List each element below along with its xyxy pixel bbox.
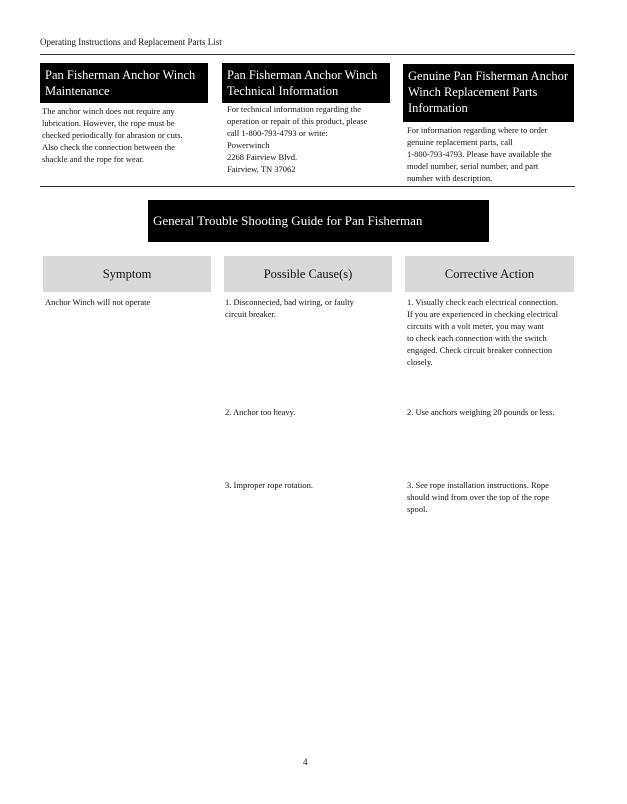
technical-info-body: For technical information regarding the operation or repair of this product, please call 1-800-793-4793 or write: Powerwinch 2268 Fairview Blvd. Fairview, TN 37062 (227, 104, 368, 174)
page-number: 4 (303, 757, 308, 767)
cause-cell: 2. Anchor too heavy. (225, 407, 296, 417)
corrective-action-header: Corrective Action (405, 256, 574, 292)
cause-cell: 3. Improper rope rotation. (225, 480, 314, 490)
replacement-parts-title: Genuine Pan Fisherman Anchor Winch Replacement Parts Information (403, 64, 574, 122)
symptom-header: Symptom (43, 256, 211, 292)
action-cell: 1. Visually check each electrical connection. If you are experienced in checking electrical circuits with a volt meter, you may want to check each connection with the switch engaged. Check circuit breaker connection closely. (407, 297, 559, 367)
maintenance-title: Pan Fisherman Anchor Winch Maintenance (40, 63, 208, 103)
maintenance-body: The anchor winch does not require any lubrication. However, the rope must be checked periodically for abrasion or cuts. Also check the connection between the shackle and the rope for wear. (42, 106, 183, 164)
possible-causes-header: Possible Cause(s) (224, 256, 392, 292)
header-divider (40, 54, 575, 55)
trouble-shooting-guide-title: General Trouble Shooting Guide for Pan Fisherman (148, 200, 489, 242)
technical-info-title: Pan Fisherman Anchor Winch Technical Information (222, 63, 390, 103)
action-cell: 3. See rope installation instructions. Rope should wind from over the top of the rope spool. (407, 480, 550, 514)
symptom-cell: Anchor Winch will not operate (45, 297, 151, 307)
section-divider (40, 186, 575, 187)
page-header: Operating Instructions and Replacement Parts List (40, 37, 222, 47)
cause-cell: 1. Disconnected, bad wiring, or faulty circuit breaker. (225, 297, 354, 319)
replacement-parts-body: For information regarding where to order genuine replacement parts, call 1-800-793-4793. Please have available the model number, serial number, and part number with description. (407, 125, 552, 183)
action-cell: 2. Use anchors weighing 20 pounds or less. (407, 407, 555, 417)
